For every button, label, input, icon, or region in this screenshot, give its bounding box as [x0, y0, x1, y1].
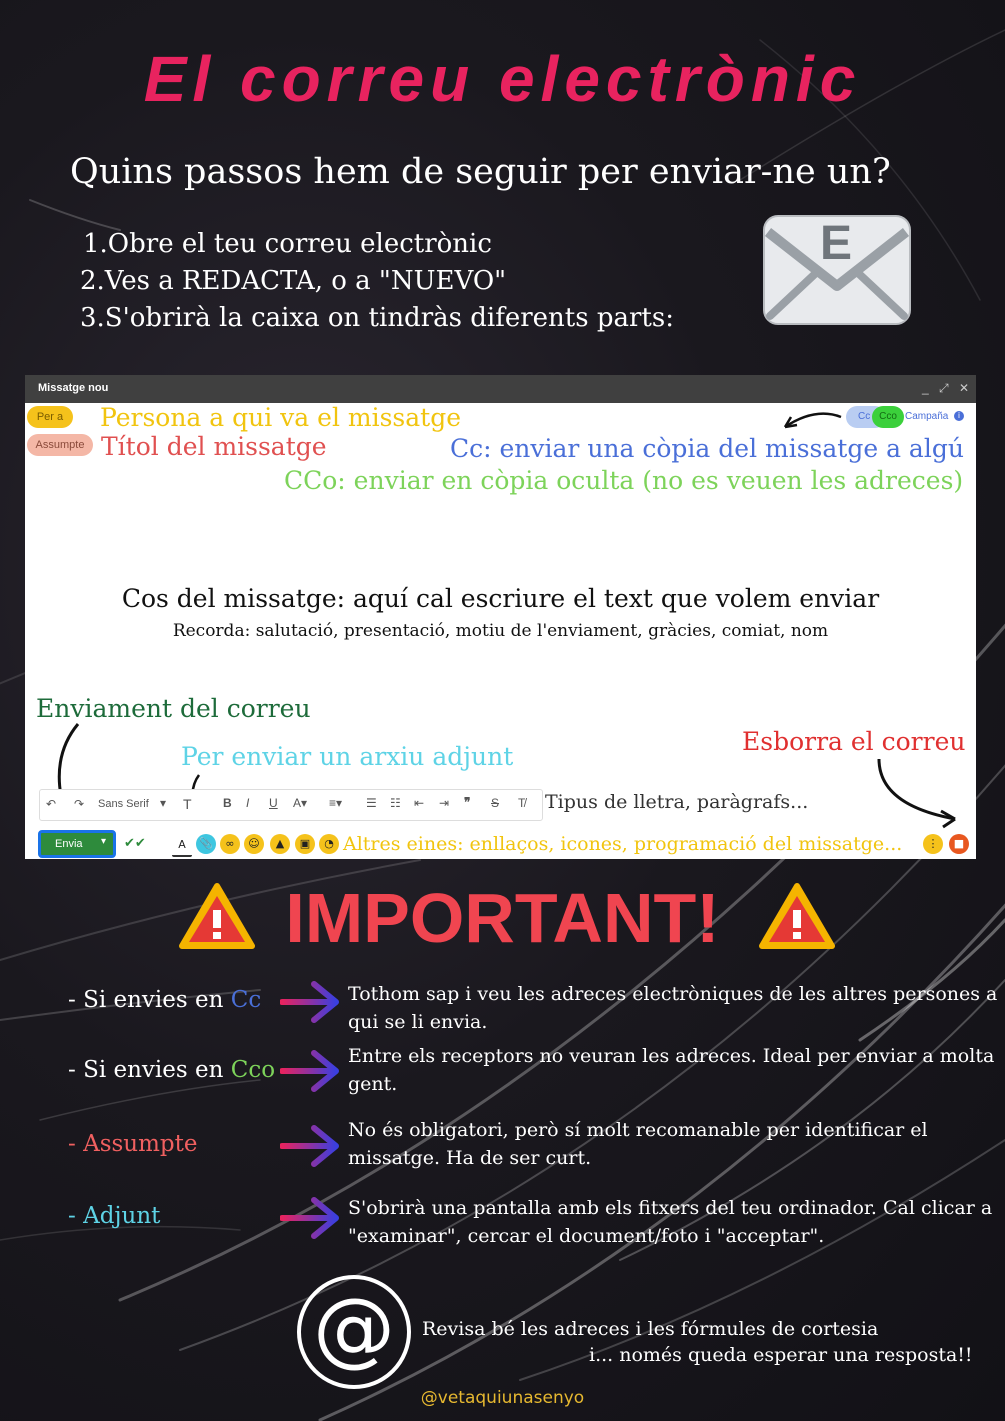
- row-text-adjunt: S'obrirà una pantalla amb els fitxers del teu ordinador. Cal clicar a "examinar", cercar el document/foto i "acceptar".: [348, 1197, 993, 1247]
- at-symbol: @: [313, 1281, 395, 1376]
- right-arrow-icon: [280, 1124, 342, 1168]
- attach-annotation: Per enviar un arxiu adjunt: [181, 742, 514, 771]
- row-text-cc: Tothom sap i veu les adreces electròniques de les altres persones a qui se li envia.: [348, 983, 998, 1033]
- font-size-icon[interactable]: T: [183, 796, 192, 812]
- row-label-highlight: Cc: [230, 987, 262, 1013]
- send-button-label: Envia: [55, 838, 83, 850]
- cc-field-pill[interactable]: Cc: [846, 406, 886, 428]
- indent-more-icon[interactable]: ⇥: [439, 796, 450, 810]
- double-check-icon: ✔✔: [124, 836, 146, 851]
- envelope-icon: [762, 214, 912, 326]
- warning-icon: [179, 882, 255, 950]
- to-annotation: Persona a qui va el missatge: [100, 403, 461, 432]
- font-select[interactable]: Sans Serif: [98, 798, 149, 810]
- steps-list: [80, 226, 674, 337]
- underline-icon[interactable]: U: [269, 796, 278, 810]
- quote-icon[interactable]: ❞: [464, 795, 471, 809]
- closing-line-2: i... només queda esperar una resposta!!: [589, 1344, 973, 1366]
- bulleted-list-icon[interactable]: ☷: [390, 796, 401, 810]
- expand-icon[interactable]: ⤢: [939, 381, 949, 395]
- at-circle-icon: [297, 1275, 411, 1389]
- campaign-link[interactable]: Campaña: [905, 411, 949, 422]
- trash-icon[interactable]: ■: [949, 834, 969, 854]
- confidential-icon[interactable]: ◔: [319, 834, 339, 854]
- link-icon[interactable]: ∞: [220, 834, 240, 854]
- right-arrow-icon: [280, 980, 342, 1024]
- body-annotation-title: Cos del missatge: aquí cal escriure el text que volem enviar: [121, 584, 880, 613]
- row-label-prefix: - Si envies en: [68, 1057, 231, 1083]
- redo-icon[interactable]: ↷: [74, 797, 85, 811]
- compose-title-bar: [25, 375, 976, 403]
- undo-icon[interactable]: ↶: [46, 797, 57, 811]
- author-handle: @vetaquiunasenyo: [420, 1388, 585, 1408]
- cco-annotation: CCo: enviar en còpia oculta (no es veuen les adreces): [284, 466, 964, 495]
- row-label-adjunt: [68, 1203, 160, 1229]
- important-heading: [0, 878, 1005, 958]
- subject-field-pill[interactable]: Assumpte: [27, 434, 93, 456]
- send-button[interactable]: [38, 830, 116, 858]
- row-label-highlight: - Adjunt: [68, 1203, 161, 1229]
- row-label-cc: [68, 987, 261, 1013]
- body-annotation-subtitle: Recorda: salutació, presentació, motiu de l'enviament, gràcies, comiat, nom: [172, 621, 829, 641]
- page-title: El correu electrònic: [143, 43, 862, 115]
- attachment-icon[interactable]: 📎: [196, 834, 216, 854]
- step-item: 2.Ves a REDACTA, o a "NUEVO": [80, 266, 507, 296]
- envelope-letter: E: [820, 217, 853, 270]
- more-options-icon[interactable]: ⋮: [923, 834, 943, 854]
- chevron-down-icon[interactable]: ▾: [101, 836, 107, 847]
- row-text-assumpte: No és obligatori, però sí molt recomanable per identificar el missatge. Ha de ser curt.: [348, 1119, 928, 1169]
- emoji-icon[interactable]: ☺: [244, 834, 264, 854]
- image-icon[interactable]: ▣: [295, 834, 315, 854]
- bold-icon[interactable]: B: [223, 796, 232, 810]
- to-field-pill[interactable]: Per a: [27, 406, 73, 428]
- tools-annotation: Altres eines: enllaços, icones, programació del missatge...: [343, 833, 903, 855]
- align-icon[interactable]: ≡▾: [329, 796, 343, 810]
- send-annotation: Enviament del correu: [36, 694, 311, 723]
- row-label-assumpte: [68, 1131, 198, 1157]
- closing-line-1: Revisa bé les adreces i les fórmules de cortesia: [422, 1318, 879, 1340]
- text-format-icon[interactable]: A: [172, 835, 192, 857]
- subject-annotation: Títol del missatge: [101, 432, 327, 461]
- numbered-list-icon[interactable]: ☰: [366, 796, 377, 810]
- step-item: 3.S'obrirà la caixa on tindràs diferents parts:: [80, 303, 674, 333]
- right-arrow-icon: [280, 1196, 342, 1240]
- minimize-icon[interactable]: _: [922, 381, 929, 395]
- warning-icon: [759, 882, 835, 950]
- row-label-cco: [68, 1057, 275, 1083]
- important-text: IMPORTANT!: [285, 879, 720, 957]
- close-icon[interactable]: ✕: [959, 381, 970, 395]
- row-text-cco: Entre els receptors no veuran les adreces. Ideal per enviar a molta gent.: [348, 1045, 995, 1095]
- compose-window: [25, 375, 976, 859]
- drive-icon[interactable]: ▲: [270, 834, 290, 854]
- right-arrow-icon: [280, 1049, 342, 1093]
- indent-less-icon[interactable]: ⇤: [414, 796, 425, 810]
- row-label-highlight: Cco: [230, 1057, 276, 1083]
- delete-arrow-icon: [875, 757, 965, 829]
- main-question: Quins passos hem de seguir per enviar-ne un?: [70, 152, 891, 192]
- row-label-highlight: - Assumpte: [68, 1131, 198, 1157]
- row-label-prefix: - Si envies en: [68, 987, 231, 1013]
- compose-window-title: Missatge nou: [38, 382, 109, 394]
- clear-format-icon[interactable]: T̸: [518, 796, 526, 810]
- cc-annotation: Cc: enviar una còpia del missatge a algú: [450, 434, 964, 463]
- formatting-toolbar: [39, 789, 543, 821]
- info-icon[interactable]: i: [954, 411, 964, 421]
- step-item: 1.Obre el teu correu electrònic: [83, 229, 492, 259]
- delete-annotation: Esborra el correu: [742, 727, 966, 756]
- formatting-annotation: Tipus de lletra, paràgrafs...: [545, 791, 809, 813]
- text-color-icon[interactable]: A▾: [293, 796, 308, 810]
- cco-field-pill[interactable]: Cco: [872, 406, 904, 428]
- chevron-down-icon[interactable]: ▾: [160, 796, 167, 810]
- italic-icon[interactable]: I: [246, 796, 250, 810]
- strikethrough-icon[interactable]: S: [491, 796, 500, 810]
